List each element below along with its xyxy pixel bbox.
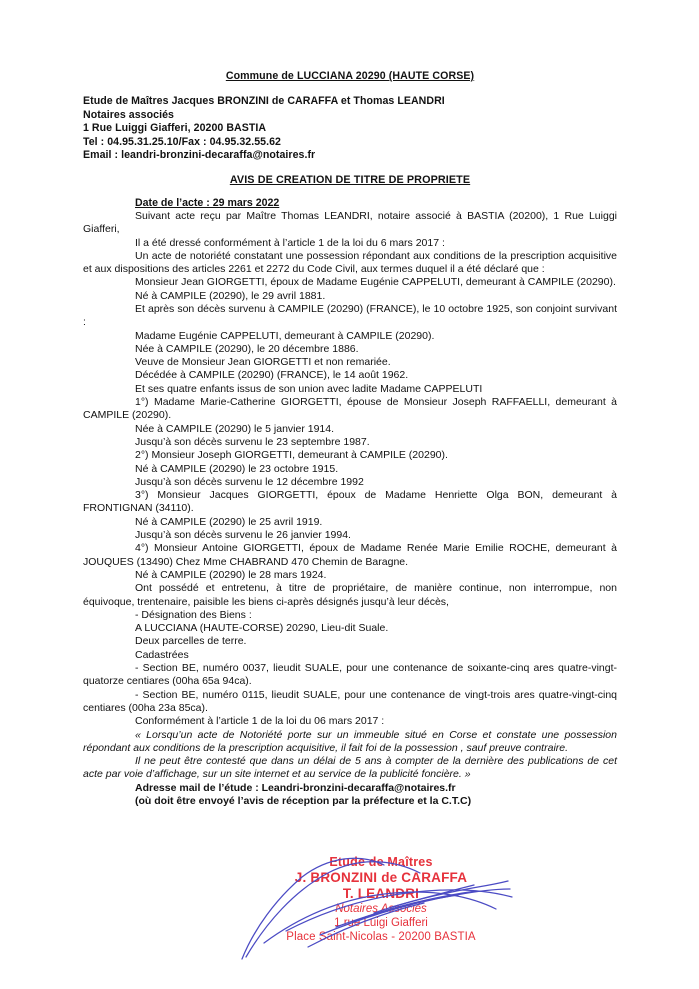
body-paragraph: Madame Eugénie CAPPELUTI, demeurant à CAMPILE (20290).	[135, 329, 435, 342]
body-paragraph: Monsieur Jean GIORGETTI, époux de Madame Eugénie CAPPELUTI, demeurant à CAMPILE (20290).	[135, 276, 616, 289]
body-paragraph: - Section BE, numéro 0037, lieudit SUALE, pour une contenance de soixante-cinq ares quatre-vingt-quatorze centiares (00ha 65a 94ca).	[83, 662, 617, 688]
etude-address-block	[83, 95, 617, 162]
body-paragraph: Ont possédé et entretenu, à titre de propriétaire, de manière continue, non interrompue, non équivoque, trentenaire, paisible les biens ci-après désignés jusqu’à leur décès,	[83, 582, 617, 608]
stamp-line-place: Place Saint-Nicolas - 20200 BASTIA	[286, 931, 476, 943]
quote-paragraph: Il ne peut être contesté que dans un délai de 5 ans à compter de la dernière des publications de cet acte par voie d’affichage, sur un site internet et au service de la publicité foncière. »	[83, 755, 617, 781]
etude-line-role: Notaires associés	[83, 108, 174, 121]
etude-line-email: Email : leandri-bronzini-decaraffa@notaires.fr	[83, 148, 316, 161]
body-paragraph: Jusqu’à son décès survenu le 12 décembre 1992	[135, 475, 364, 488]
body-paragraph: 4°) Monsieur Antoine GIORGETTI, époux de Madame Renée Marie Emilie ROCHE, demeurant à JOUQUES (13490) Chez Mme CHABRAND 470 Chemin de Baragne.	[83, 542, 617, 568]
body-paragraph: Et après son décès survenu à CAMPILE (20290) (FRANCE), le 10 octobre 1925, son conjoint survivant :	[83, 303, 617, 329]
avis-title-text: AVIS DE CREATION DE TITRE DE PROPRIETE	[229, 174, 471, 187]
avis-title	[83, 174, 617, 187]
body-paragraph: Né à CAMPILE (20290) le 28 mars 1924.	[135, 568, 327, 581]
etude-line-names: Etude de Maîtres Jacques BRONZINI de CARAFFA et Thomas LEANDRI	[83, 95, 445, 108]
etude-line-street: 1 Rue Luiggi Giafferi, 20200 BASTIA	[83, 122, 267, 135]
body-paragraph: Né à CAMPILE (20290), le 29 avril 1881.	[135, 289, 326, 302]
body-paragraph: Un acte de notoriété constatant une possession répondant aux conditions de la prescription acquisitive et aux dispositions des articles 2261 et 2272 du Code Civil, aux termes duquel il a été déclaré que :	[83, 249, 617, 276]
body-paragraph: Jusqu’à son décès survenu le 26 janvier 1994.	[135, 529, 351, 542]
notary-stamp-text	[236, 855, 526, 944]
stamp-line-bronzini: J. BRONZINI de CARAFFA	[294, 870, 468, 885]
footer-mail-line: Adresse mail de l’étude : Leandri-bronzini-decaraffa@notaires.fr	[135, 781, 456, 794]
commune-heading	[83, 70, 617, 83]
body-paragraph: 3°) Monsieur Jacques GIORGETTI, époux de Madame Henriette Olga BON, demeurant à FRONTIGNAN (34110).	[83, 489, 617, 515]
footer-note-line: (où doit être envoyé l’avis de réception par la préfecture et la C.T.C)	[135, 794, 472, 807]
body-paragraph: 1°) Madame Marie-Catherine GIORGETTI, épouse de Monsieur Joseph RAFFAELLI, demeurant à CAMPILE (20290).	[83, 396, 617, 422]
etude-line-phone: Tel : 04.95.31.25.10/Fax : 04.95.32.55.62	[83, 135, 281, 148]
spacer	[83, 162, 617, 174]
quote-paragraph: « Lorsqu’un acte de Notoriété porte sur un immeuble situé en Corse et constate une possession répondant aux conditions de la prescription acquisitive, il fait foi de la possession , sauf preuve contraire.	[83, 728, 617, 754]
body-paragraph: A LUCCIANA (HAUTE-CORSE) 20290, Lieu-dit Suale.	[135, 622, 389, 635]
stamp-line-leandri: T. LEANDRI	[342, 886, 420, 901]
body-paragraph: Veuve de Monsieur Jean GIORGETTI et non remariée.	[135, 356, 391, 369]
spacer	[83, 83, 617, 95]
body-paragraph: Né à CAMPILE (20290) le 25 avril 1919.	[135, 515, 323, 528]
body-paragraph: Suivant acte reçu par Maître Thomas LEANDRI, notaire associé à BASTIA (20200), 1 Rue Luiggi Giafferi,	[83, 209, 617, 236]
body-paragraph: - Désignation des Biens :	[135, 608, 252, 621]
body-paragraph: Cadastrées	[135, 648, 189, 661]
body-paragraph: Décédée à CAMPILE (20290) (FRANCE), le 14 août 1962.	[135, 369, 409, 382]
document-body	[83, 70, 617, 808]
body-paragraph: - Section BE, numéro 0115, lieudit SUALE, pour une contenance de vingt-trois ares quatre-vingt-cinq centiares (00ha 23a 85ca).	[83, 688, 617, 714]
body-paragraph: Née à CAMPILE (20290) le 5 janvier 1914.	[135, 422, 335, 435]
body-paragraph: Et ses quatre enfants issus de son union avec ladite Madame CAPPELUTI	[135, 382, 483, 395]
body-paragraph: Deux parcelles de terre.	[135, 635, 247, 648]
body-paragraph: Née à CAMPILE (20290), le 20 décembre 1886.	[135, 342, 359, 355]
body-paragraph: 2°) Monsieur Joseph GIORGETTI, demeurant à CAMPILE (20290).	[135, 449, 448, 462]
body-paragraph: Né à CAMPILE (20290) le 23 octobre 1915.	[135, 462, 339, 475]
body-paragraph: Jusqu’à son décès survenu le 23 septembre 1987.	[135, 435, 370, 448]
body-paragraph: Il a été dressé conformément à l’article 1 de la loi du 6 mars 2017 :	[135, 236, 445, 249]
body-paragraph: Conformément à l’article 1 de la loi du 06 mars 2017 :	[135, 715, 385, 728]
stamp-line-notaires-associes: Notaires Associés	[335, 903, 427, 915]
date-acte	[135, 197, 617, 210]
commune-heading-text: Commune de LUCCIANA 20290 (HAUTE CORSE)	[225, 70, 475, 82]
notary-stamp	[236, 855, 526, 965]
spacer	[83, 188, 617, 197]
date-acte-text: Date de l’acte : 29 mars 2022	[135, 196, 280, 209]
stamp-line-etude: Etude de Maîtres	[329, 855, 433, 869]
stamp-line-street: 1 rue Luigi Giafferi	[334, 917, 428, 929]
